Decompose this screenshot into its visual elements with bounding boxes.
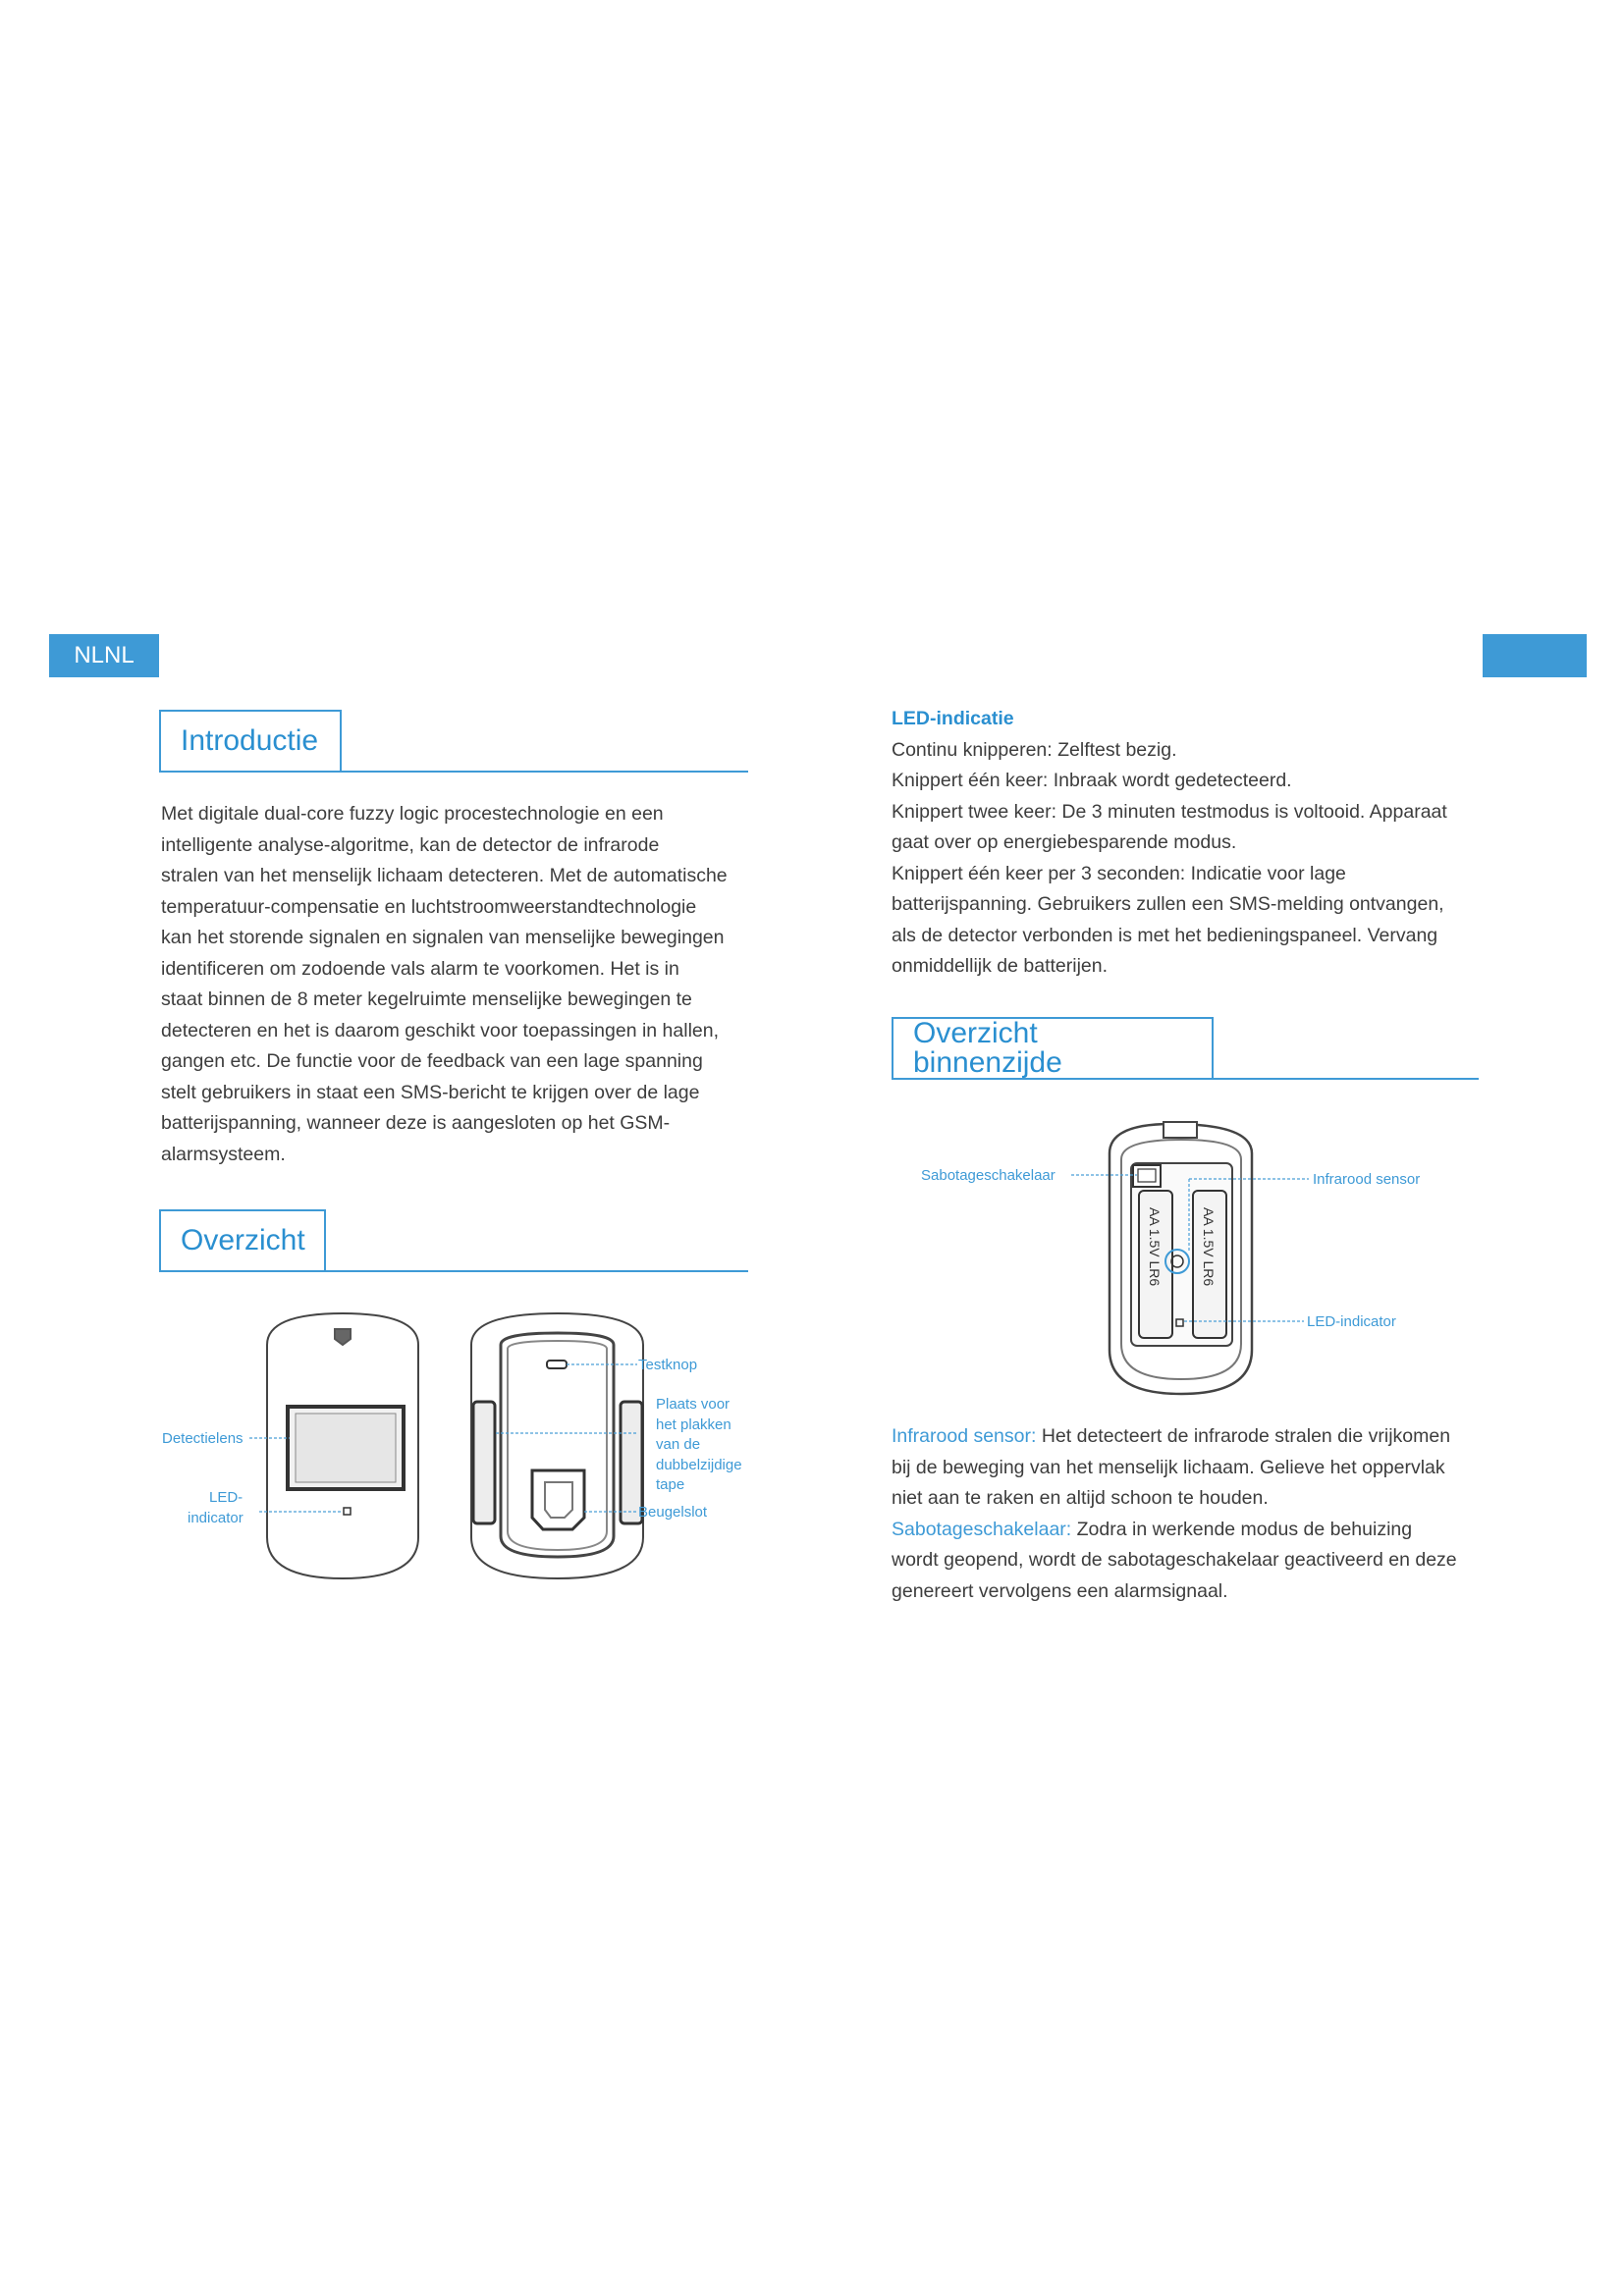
led-line: Continu knipperen: Zelftest bezig. [892, 738, 1177, 761]
tamper-desc-text: Zodra in werkende modus de behuizing [1071, 1518, 1413, 1540]
ir-desc-line [892, 1421, 1457, 1453]
intro-line: stralen van het menselijk lichaam detecteren. Met de automatische [161, 865, 728, 886]
led-indicatie-block [892, 704, 1447, 983]
detector-overview-diagram [152, 1306, 761, 1600]
tamper-desc-line [892, 1515, 1457, 1546]
led-indicatie-title: LED-indicatie [892, 708, 1014, 729]
intro-line: Met digitale dual-core fuzzy logic procestechnologie en een [161, 803, 664, 825]
detector-back [471, 1313, 643, 1578]
intro-line: alarmsysteem. [161, 1143, 286, 1165]
label-tape-3: van de [656, 1436, 701, 1453]
label-detectielens: Detectielens [162, 1430, 244, 1447]
label-tape-2: het plakken [656, 1416, 731, 1433]
intro-line: gangen etc. De functie voor de feedback van een lage spanning [161, 1050, 703, 1072]
label-sabotageschakelaar: Sabotageschakelaar [921, 1167, 1056, 1184]
led-line: gaat over op energiebesparende modus. [892, 831, 1237, 853]
led-line: onmiddellijk de batterijen. [892, 955, 1109, 977]
tamper-term: Sabotageschakelaar: [892, 1518, 1072, 1540]
intro-line: identificeren om zodoende vals alarm te voorkomen. Het is in [161, 957, 679, 980]
led-line: Knippert één keer per 3 seconden: Indicatie voor lage [892, 862, 1346, 884]
label-infrarood-sensor: Infrarood sensor [1313, 1171, 1421, 1188]
battery-label-left: AA 1.5V LR6 [1147, 1207, 1163, 1287]
intro-line: batterijspanning, wanneer deze is aangesloten op het GSM- [161, 1112, 671, 1134]
intro-line: temperatuur-compensatie en luchtstroomweerstandtechnologie [161, 895, 697, 918]
label-led-line2: indicator [188, 1510, 244, 1526]
section-title-overzicht-binnenzijde: Overzicht binnenzijde [892, 1017, 1214, 1080]
tamper-desc-line: genereert vervolgens een alarmsignaal. [892, 1579, 1228, 1602]
label-tape-4: dubbelzijdige [656, 1457, 742, 1473]
led-line: Knippert twee keer: De 3 minuten testmodus is voltooid. Apparaat [892, 800, 1447, 823]
label-tape-5: tape [656, 1476, 685, 1493]
label-led-indicator: LED-indicator [1307, 1313, 1396, 1330]
ir-term: Infrarood sensor: [892, 1425, 1037, 1447]
label-testknop: Testknop [638, 1357, 698, 1373]
tamper-desc-line: wordt geopend, wordt de sabotageschakelaar geactiveerd en deze [892, 1549, 1457, 1571]
intro-line: detecteren en het is daarom geschikt voor toepassingen in hallen, [161, 1019, 720, 1041]
intro-line: intelligente analyse-algoritme, kan de detector de infrarode [161, 833, 660, 856]
section-title-introductie: Introductie [159, 710, 342, 773]
label-beugelslot: Beugelslot [638, 1504, 708, 1521]
intro-line: stelt gebruikers in staat een SMS-bericht te krijgen over de lage [161, 1081, 700, 1103]
battery-label-right: AA 1.5V LR6 [1201, 1207, 1217, 1287]
label-tape-1: Plaats voor [656, 1396, 731, 1413]
inside-description [892, 1421, 1457, 1607]
ir-desc-text: Het detecteert de infrarode stralen die vrijkomen [1036, 1425, 1451, 1447]
led-line: als de detector verbonden is met het bedieningspaneel. Vervang [892, 924, 1438, 946]
language-tab: NLNL [49, 634, 159, 677]
ir-desc-line: niet aan te raken en altijd schoon te houden. [892, 1487, 1269, 1509]
detector-front [267, 1313, 418, 1578]
led-line: batterijspanning. Gebruikers zullen een SMS-melding ontvangen, [892, 893, 1444, 915]
led-line: Knippert één keer: Inbraak wordt gedetecteerd. [892, 770, 1292, 791]
intro-paragraph [161, 799, 728, 1170]
intro-line: kan het storende signalen en signalen van menselijke bewegingen [161, 927, 725, 948]
section-title-overzicht: Overzicht [159, 1209, 326, 1272]
detector-inside-diagram [913, 1114, 1463, 1409]
page-tab-bar [1483, 634, 1587, 677]
intro-line: staat binnen de 8 meter kegelruimte menselijke bewegingen te [161, 988, 692, 1010]
ir-desc-line: bij de beweging van het menselijk lichaam. Gelieve het oppervlak [892, 1456, 1445, 1478]
label-led-line1: LED- [209, 1489, 244, 1506]
